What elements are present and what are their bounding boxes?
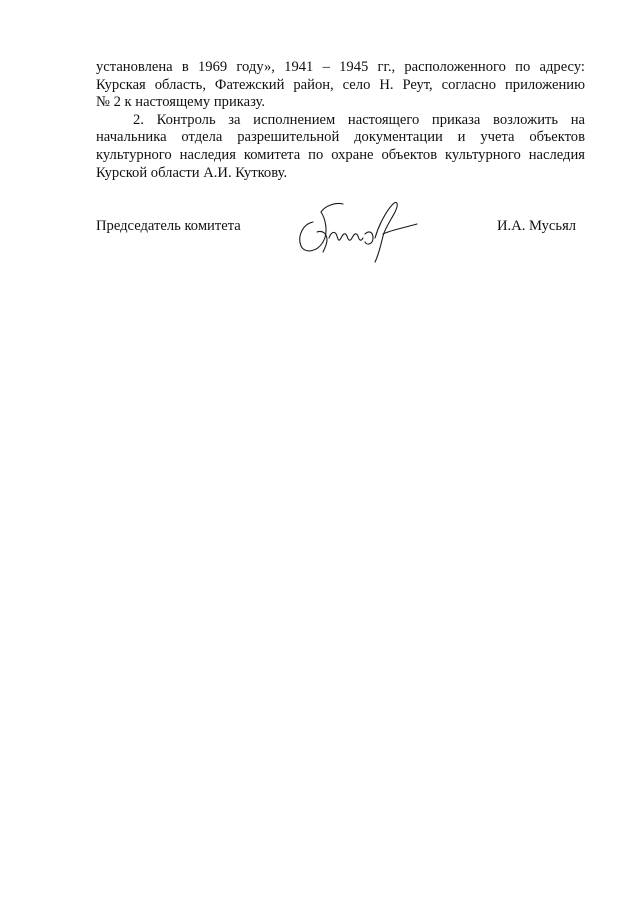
paragraph1-line-3: № 2 к настоящему приказу. [96, 94, 266, 111]
paragraph2-line-4: Курской области А.И. Куткову. [96, 164, 288, 181]
paragraph2-line-3: культурного наследия комитета по охране объектов культурного наследия [96, 146, 585, 163]
handwritten-signature [295, 194, 425, 266]
signatory-position: Председатель комитета [96, 218, 241, 234]
paragraph1-line-1: установлена в 1969 году», 1941 – 1945 гг., расположенного по адресу: [96, 59, 585, 75]
paragraph2-line-1: 2. Контроль за исполнением настоящего приказа возложить на [133, 111, 585, 128]
paragraph1-line-2: Курская область, Фатежский район, село Н. Реут, согласно приложению [96, 76, 585, 93]
paragraph2-line-2: начальника отдела разрешительной документации и учета объектов [96, 129, 585, 146]
document-body [96, 59, 585, 182]
signatory-name: И.А. Мусьял [497, 218, 577, 234]
